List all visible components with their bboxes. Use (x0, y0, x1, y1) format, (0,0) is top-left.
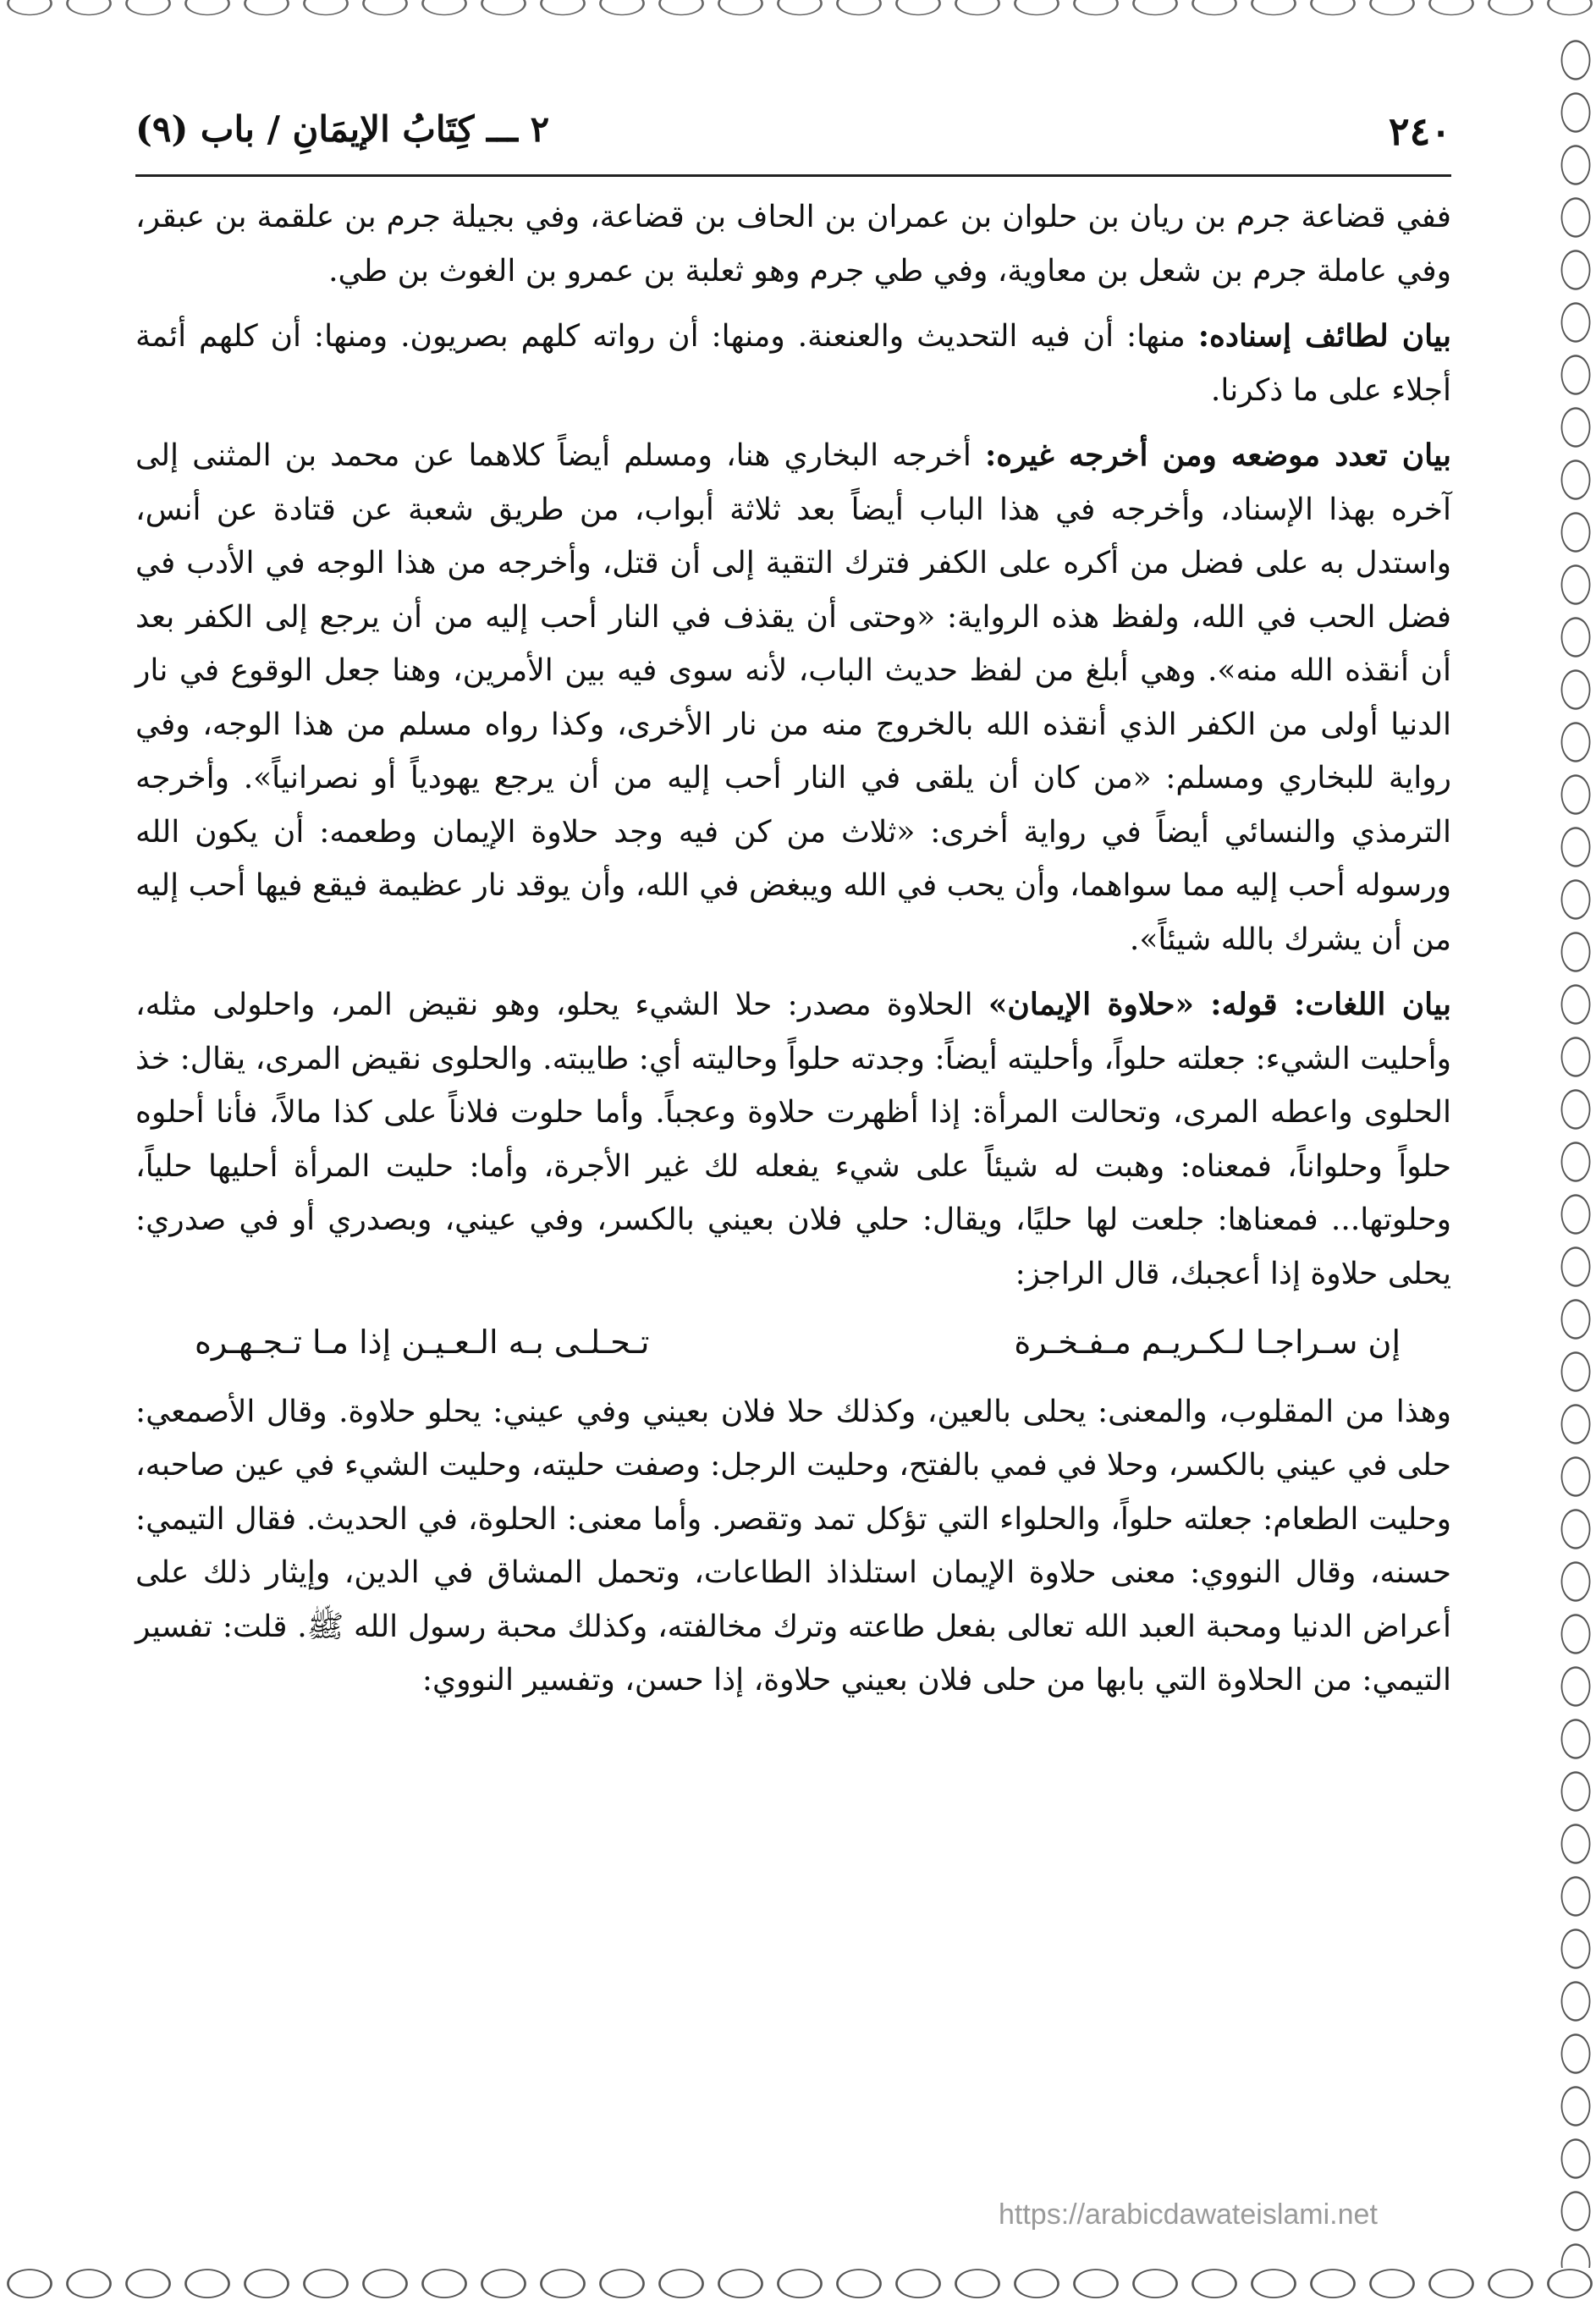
paragraph-text: ففي قضاعة جرم بن ريان بن حلوان بن عمران بن الحاف بن قضاعة، وفي بجيلة جرم بن علقمة بن عبقر، وفي عاملة جرم بن شعل بن معاوية، وفي طي جرم وهو ثعلبة بن عمرو بن الغوث بن طي. (135, 200, 1451, 289)
watermark-url: https://arabicdawateislami.net (999, 2198, 1378, 2231)
poetry-verse (195, 1316, 1401, 1370)
paragraph-lead: بيان اللغات: قوله: «حلاوة الإيمان» (988, 987, 1451, 1022)
paragraph-text: منها: أن فيه التحديث والعنعنة. ومنها: أن رواته كلهم بصريون. ومنها: أن كلهم أئمة أجلاء على ما ذكرنا. (135, 319, 1451, 408)
right-ornamental-border (1545, 34, 1596, 2268)
paragraph-tribes (135, 190, 1451, 298)
top-ornamental-border (0, 0, 1596, 34)
paragraph-text: الحلاوة مصدر: حلا الشيء يحلو، وهو نقيض المر، واحلولى مثله، وأحليت الشيء: جعلته حلواً، وأحليته أيضاً: وجدته حلواً وحاليته أي: طايبته. والحلوى نقيض المرى، يقال: خذ الحلوى واعطه المرى، وتحالت المرأة: إذا أظهرت حلاوة وعجباً. وأما حلوت فلاناً على كذا مالاً، فأنا أحلوه حلواً وحلواناً، فمعناه: وهبت له شيئاً على شيء يفعله لك غير الأجرة، وأما: حليت المرأة أحليها حلياً، وحلوتها... فمعناها: جلعت لها حليًا، ويقال: حلي فلان بعيني بالكسر، وفي عيني، وبصدري أو في صدري: يحلى حلاوة إذا أعجبك، قال الراجز: (135, 988, 1451, 1291)
paragraph-lead: بيان لطائف إسناده: (1197, 318, 1452, 354)
page-header (135, 100, 1451, 159)
paragraph-text: أخرجه البخاري هنا، ومسلم أيضاً كلاهما عن محمد بن المثنى إلى آخره بهذا الإسناد، وأخرجه في هذا الباب أيضاً بعد ثلاثة أبواب، من طريق شعبة عن قتادة عن أنس، واستدل به على فضل من أكره على الكفر فترك التقية إلى أن قتل، وأخرجه من هذا الوجه في الأدب في فضل الحب في الله، ولفظ هذه الرواية: «وحتى أن يقذف في النار أحب إليه من أن يرجع إلى الكفر بعد أن أنقذه الله منه». وهي أبلغ من لفظ حديث الباب، لأنه سوى فيه بين الأمرين، وهنا جعل الوقوع في نار الدنيا أولى من الكفر الذي أنقذه الله بالخروج منه من نار الأخرى، وكذا رواه مسلم من هذا الوجه، وفي رواية للبخاري ومسلم: «من كان أن يلقى في النار أحب إليه من أن يرجع يهودياً أو نصرانياً». وأخرجه الترمذي والنسائي أيضاً في رواية أخرى: «ثلاث من كن فيه وجد حلاوة الإيمان وطعمه: أن يكون الله ورسوله أحب إليه مما سواهما، وأن يحب في الله ويبغض في الله، وأن يوقد نار عظيمة فيقع فيها أحب إليه من أن يشرك بالله شيئاً». (135, 438, 1451, 957)
paragraph-isnad-subtleties (135, 310, 1451, 417)
paragraph-closing: وهذا من المقلوب، والمعنى: يحلى بالعين، وكذلك حلا فلان بعيني وفي عيني: يحلو حلاوة. وقال الأصمعي: حلى في عيني بالكسر، وحلا في فمي بالفتح، وحليت الرجل: وصفت حليته، وحليت الشيء في عين صاحبه، وحليت الطعام: جعلته حلواً، والحلواء التي تؤكل تمد وتقصر. وأما معنى: الحلوة، في الحديث. فقال التيمي: حسنه، وقال النووي: معنى حلاوة الإيمان استلذاذ الطاعات، وتحمل المشاق في الدين، وإيثار ذلك على أعراض الدنيا ومحبة العبد الله تعالى بفعل طاعته وترك مخالفته، وكذلك محبة رسول الله ﷺ. قلت: تفسير التيمي: من الحلاوة التي بابها من حلى فلان بعيني حلاوة، إذا حسن، وتفسير النووي: (135, 1394, 1451, 1697)
paragraph-sources (135, 429, 1451, 966)
running-title: ٢ ـــ كِتَابُ الإيمَانِ / باب (٩) (135, 108, 550, 150)
bottom-ornamental-border (0, 2265, 1596, 2311)
verse-first-hemistich: إن سـراجـا لـكـريـم مـفـخـرة (1014, 1323, 1401, 1361)
paragraph-lead: بيان تعدد موضعه ومن أخرجه غيره: (984, 437, 1452, 473)
page-body (135, 190, 1451, 1708)
paragraph-lexicon (135, 978, 1451, 1301)
page-number: ٢٤٠ (1388, 108, 1451, 154)
verse-second-hemistich: تـحـلـى بـه الـعـيـن إذا مـا تـجـهـره (195, 1323, 650, 1361)
header-divider (135, 174, 1451, 177)
